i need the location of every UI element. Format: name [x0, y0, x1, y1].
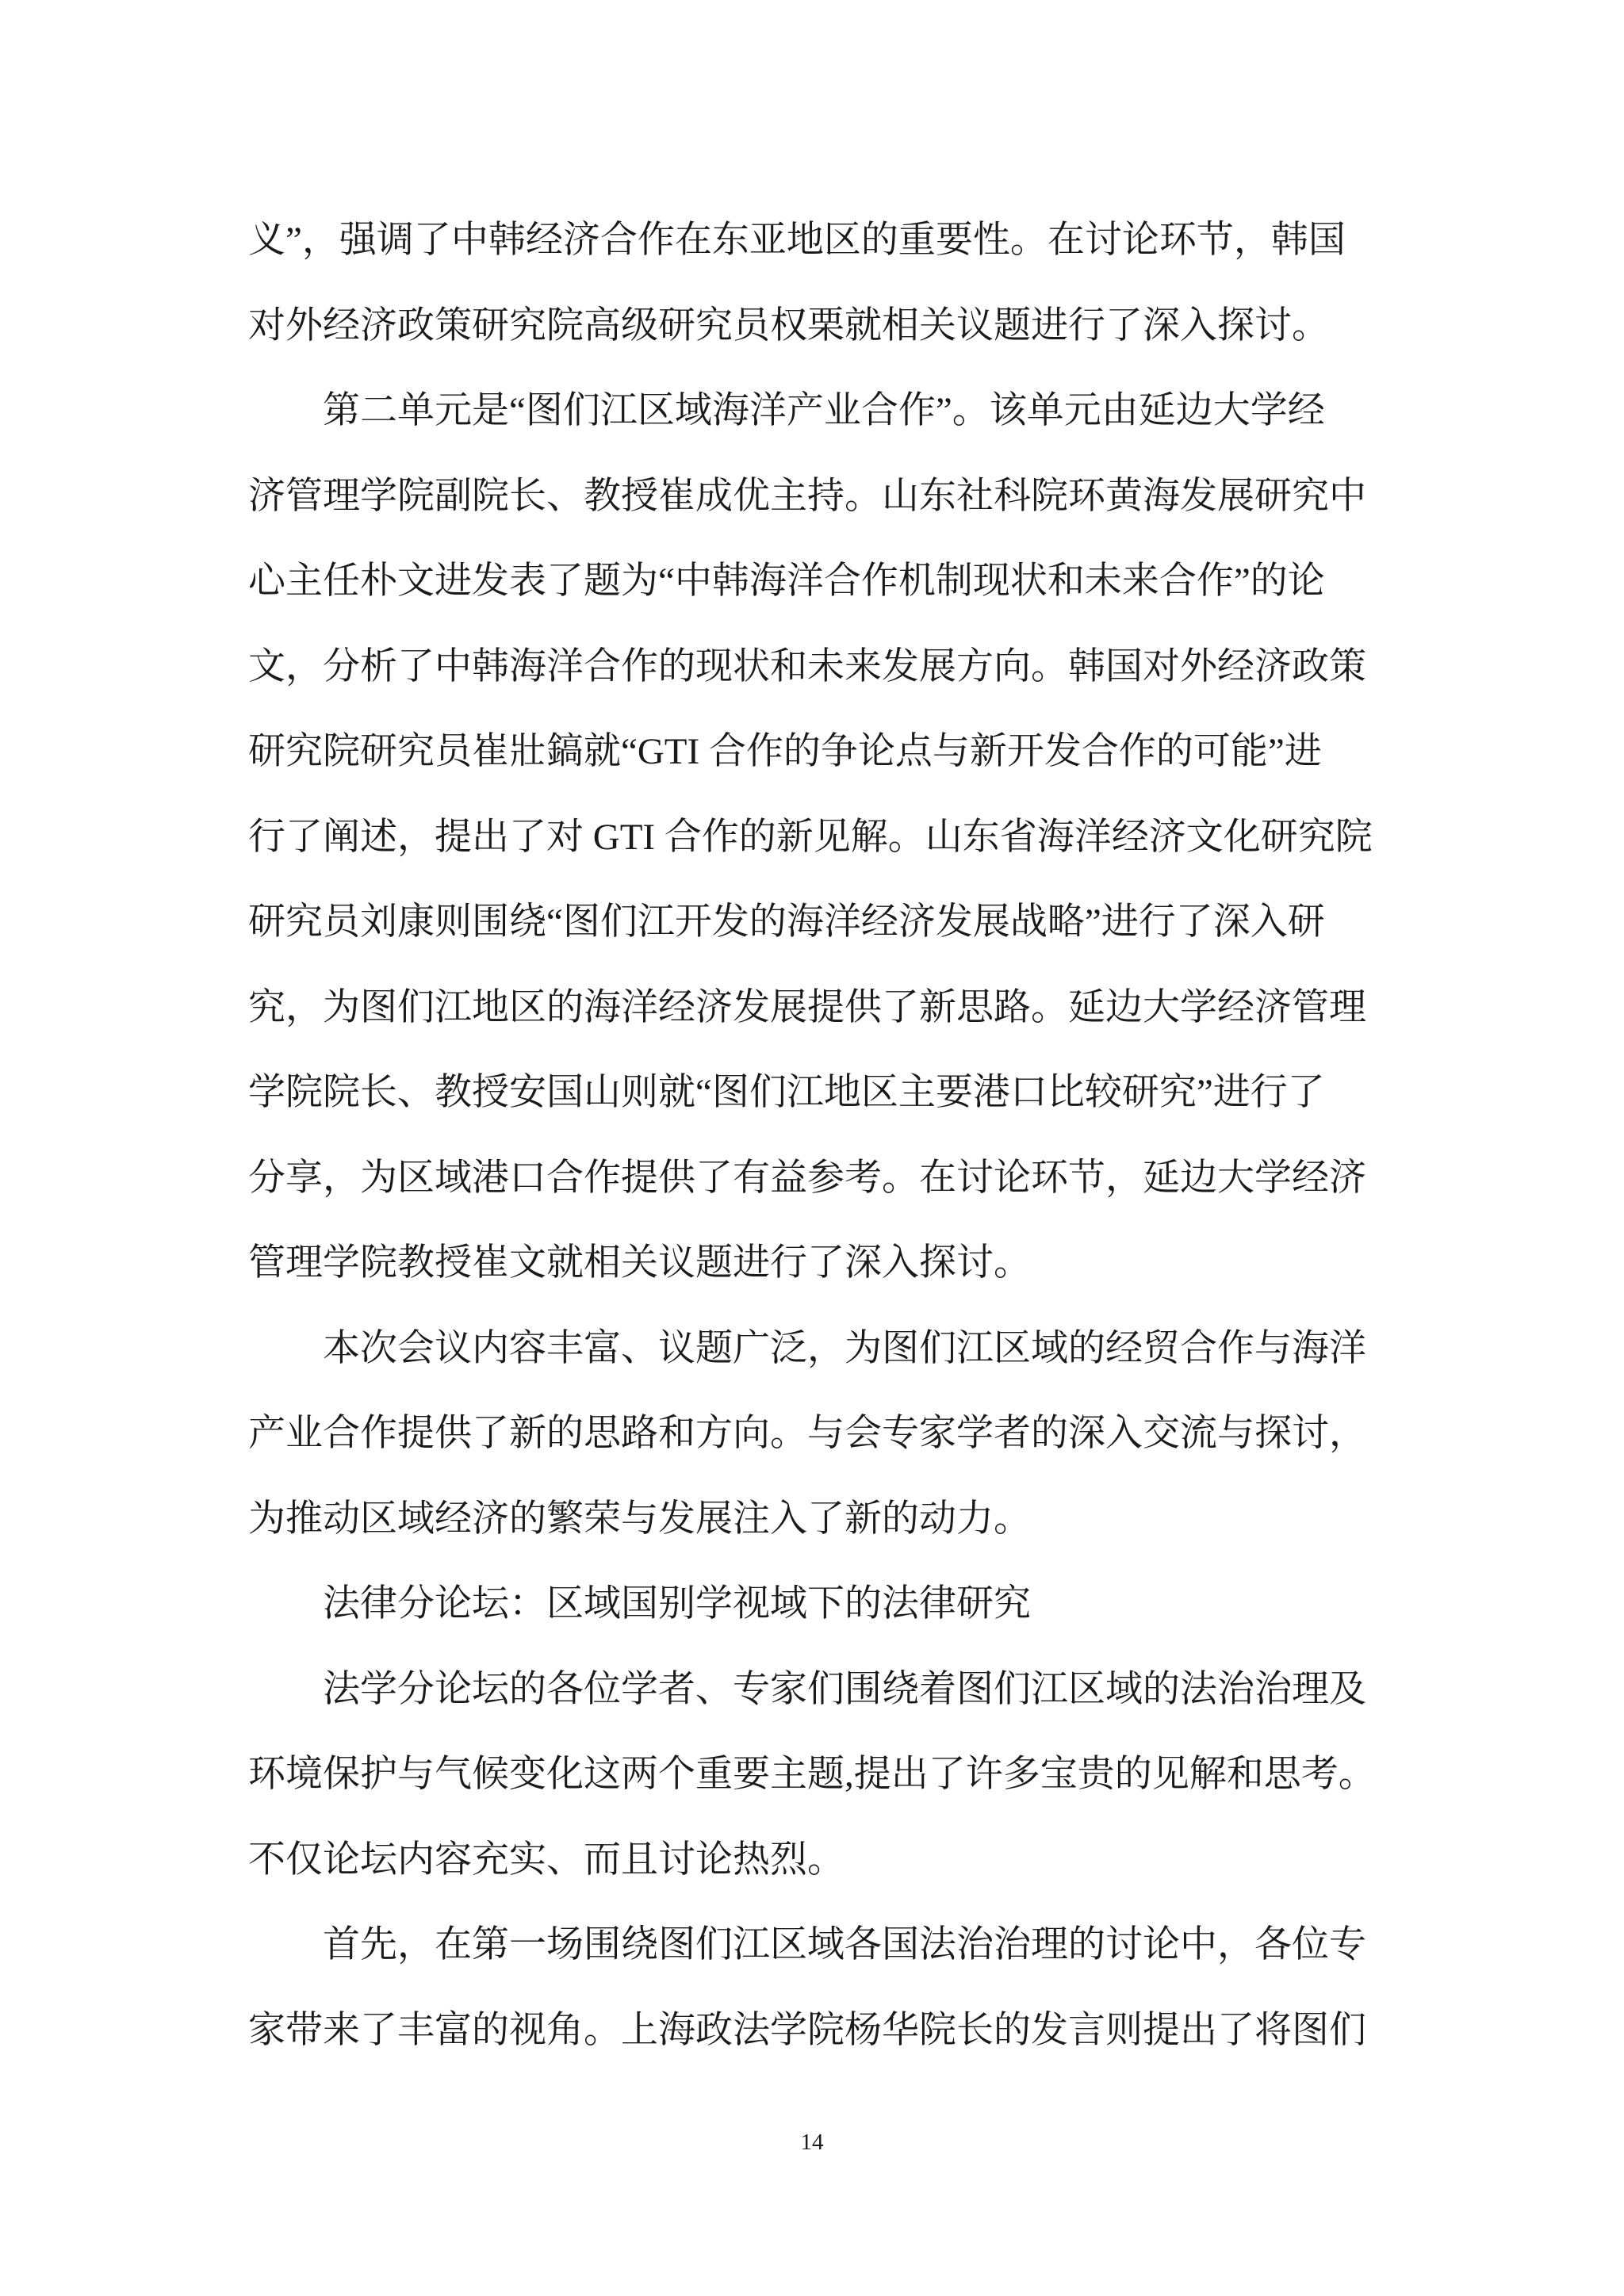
- text-line: 义”，强调了中韩经济合作在东亚地区的重要性。在讨论环节，韩国: [248, 220, 1346, 261]
- text-line: 法学分论坛的各位学者、专家们围绕着图们江区域的法治治理及: [323, 1668, 1366, 1710]
- text-line: 本次会议内容丰富、议题广泛，为图们江区域的经贸合作与海洋: [323, 1327, 1366, 1369]
- text-line: 分享，为区域港口合作提供了有益参考。在讨论环节，延边大学经济: [248, 1157, 1366, 1199]
- text-line: 家带来了丰富的视角。上海政法学院杨华院长的发言则提出了将图们: [248, 2009, 1366, 2051]
- text-line: 究，为图们江地区的海洋经济发展提供了新思路。延边大学经济管理: [248, 986, 1366, 1028]
- text-line: 文，分析了中韩海洋合作的现状和未来发展方向。韩国对外经济政策: [248, 645, 1366, 687]
- text-line: 学院院长、教授安国山则就“图们江地区主要港口比较研究”进行了: [248, 1072, 1325, 1113]
- text-line: 首先，在第一场围绕图们江区域各国法治治理的讨论中，各位专: [323, 1924, 1366, 1965]
- text-line: 研究员刘康则围绕“图们江开发的海洋经济发展战略”进行了深入研: [248, 901, 1325, 943]
- text-line: 济管理学院副院长、教授崔成优主持。山东社科院环黄海发展研究中: [248, 475, 1366, 517]
- page-footer: [0, 2126, 1624, 2158]
- text-line: 产业合作提供了新的思路和方向。与会专家学者的深入交流与探讨，: [248, 1413, 1366, 1454]
- text-line: 为推动区域经济的繁荣与发展注入了新的动力。: [248, 1498, 1031, 1540]
- text-line: 第二单元是“图们江区域海洋产业合作”。该单元由延边大学经: [323, 390, 1325, 431]
- text-line: 管理学院教授崔文就相关议题进行了深入探讨。: [248, 1242, 1031, 1284]
- text-line: 不仅论坛内容充实、而且讨论热烈。: [248, 1839, 845, 1881]
- text-line: 对外经济政策研究院高级研究员权栗就相关议题进行了深入探讨。: [248, 304, 1329, 346]
- text-line: 心主任朴文进发表了题为“中韩海洋合作机制现状和未来合作”的论: [248, 561, 1325, 602]
- text-line: 法律分论坛：区域国别学视域下的法律研究: [323, 1583, 1031, 1624]
- document-body-text: [248, 198, 1376, 2073]
- text-line: 研究院研究员崔壯鎬就“GTI 合作的争论点与新开发合作的可能”进: [248, 731, 1322, 772]
- text-line: 环境保护与气候变化这两个重要主题,提出了许多宝贵的见解和思考。: [248, 1754, 1376, 1795]
- page-number: 14: [800, 2130, 824, 2155]
- text-line: 行了阐述，提出了对 GTI 合作的新见解。山东省海洋经济文化研究院: [248, 816, 1373, 858]
